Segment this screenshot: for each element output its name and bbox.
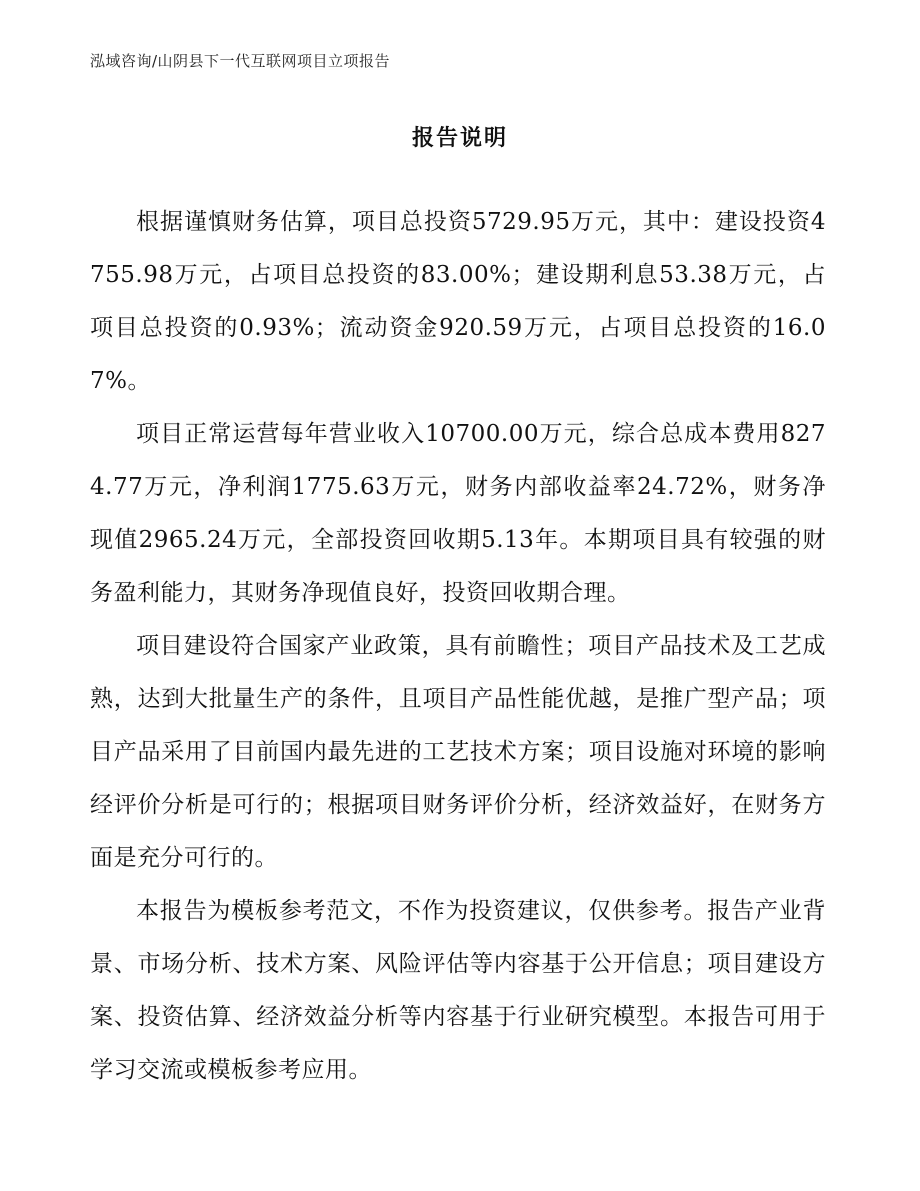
page-title: 报告说明 [411,126,508,151]
document-body [90,196,826,1097]
running-header: 泓域咨询/山阴县下一代互联网项目立项报告 [90,52,391,70]
paragraph-feasibility: 项目建设符合国家产业政策，具有前瞻性；项目产品技术及工艺成熟，达到大批量生产的条件，且项目产品性能优越，是推广型产品；项目产品采用了目前国内最先进的工艺技术方案；项目设施对环境的影响经评价分析是可行的；根据项目财务评价分析，经济效益好，在财务方面是充分可行的。 [90,633,826,871]
paragraph-disclaimer: 本报告为模板参考范文，不作为投资建议，仅供参考。报告产业背景、市场分析、技术方案、风险评估等内容基于公开信息；项目建设方案、投资估算、经济效益分析等内容基于行业研究模型。本报告可用于学习交流或模板参考应用。 [90,898,826,1083]
paragraph-revenue: 项目正常运营每年营业收入10700.00万元，综合总成本费用8274.77万元，净利润1775.63万元，财务内部收益率24.72%，财务净现值2965.24万元，全部投资回收期5.13年。本期项目具有较强的财务盈利能力，其财务净现值良好，投资回收期合理。 [90,421,826,606]
paragraph-investment: 根据谨慎财务估算，项目总投资5729.95万元，其中：建设投资4755.98万元，占项目总投资的83.00%；建设期利息53.38万元，占项目总投资的0.93%；流动资金920.59万元，占项目总投资的16.07%。 [90,209,826,394]
